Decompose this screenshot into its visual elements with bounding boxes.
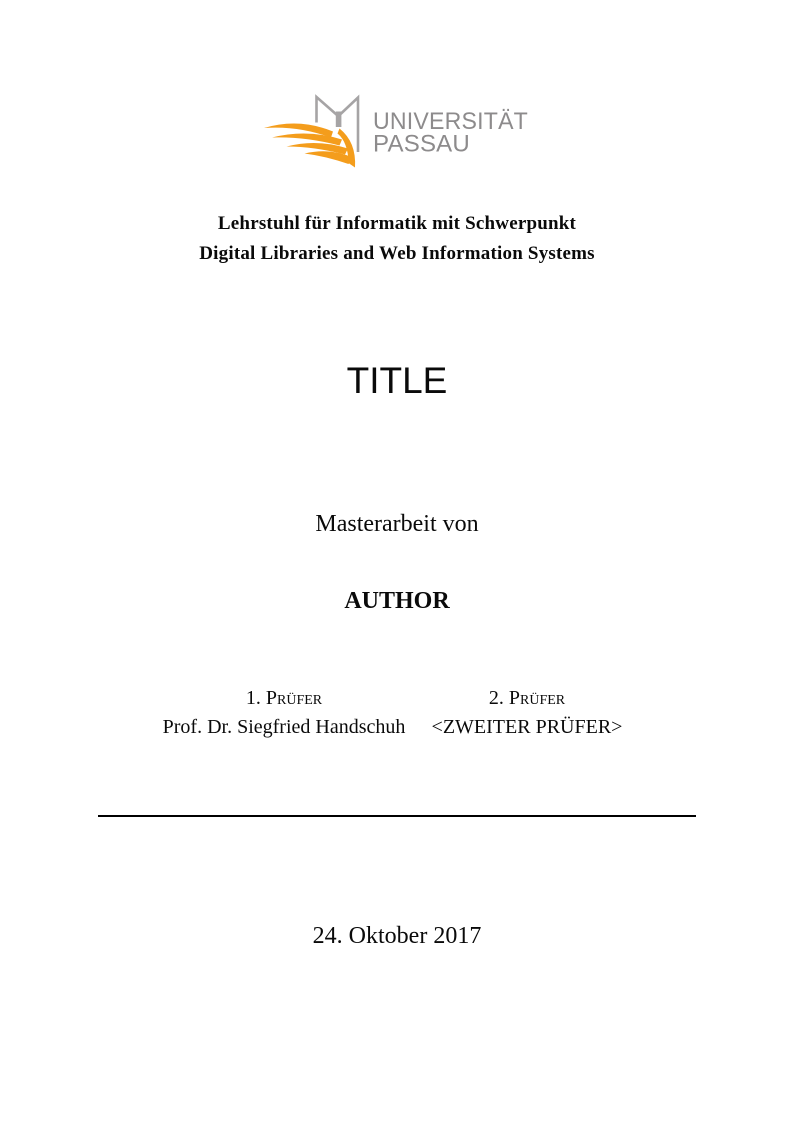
book-left-page	[317, 97, 338, 123]
first-examiner-name: Prof. Dr. Siegfried Handschuh	[162, 716, 406, 738]
date-line: 24. Oktober 2017	[312, 923, 482, 949]
chair-name-line1: Lehrstuhl für Informatik mit Schwerpunkt	[217, 213, 577, 234]
examiners-section	[160, 684, 630, 742]
book-spine	[336, 112, 342, 128]
chair-name	[0, 209, 794, 269]
second-examiner-column	[424, 684, 630, 742]
logo-wordmark-line1: UNIVERSITÄT	[373, 108, 529, 135]
chair-name-line2: Digital Libraries and Web Information Systems	[199, 243, 595, 264]
first-examiner-role: 1. Prüfer	[245, 687, 323, 709]
author-name: AUTHOR	[344, 588, 450, 614]
divider-line	[98, 815, 696, 817]
first-examiner-column	[160, 684, 408, 742]
thesis-type-line: Masterarbeit von	[315, 511, 479, 537]
orange-stripes-icon	[264, 124, 355, 168]
thesis-title: TITLE	[346, 360, 448, 401]
second-examiner-role: 2. Prüfer	[488, 687, 566, 709]
logo-wordmark-line2: PASSAU	[373, 130, 470, 158]
university-passau-logo	[263, 87, 531, 169]
second-examiner-name: <ZWEITER PRÜFER>	[431, 716, 623, 738]
